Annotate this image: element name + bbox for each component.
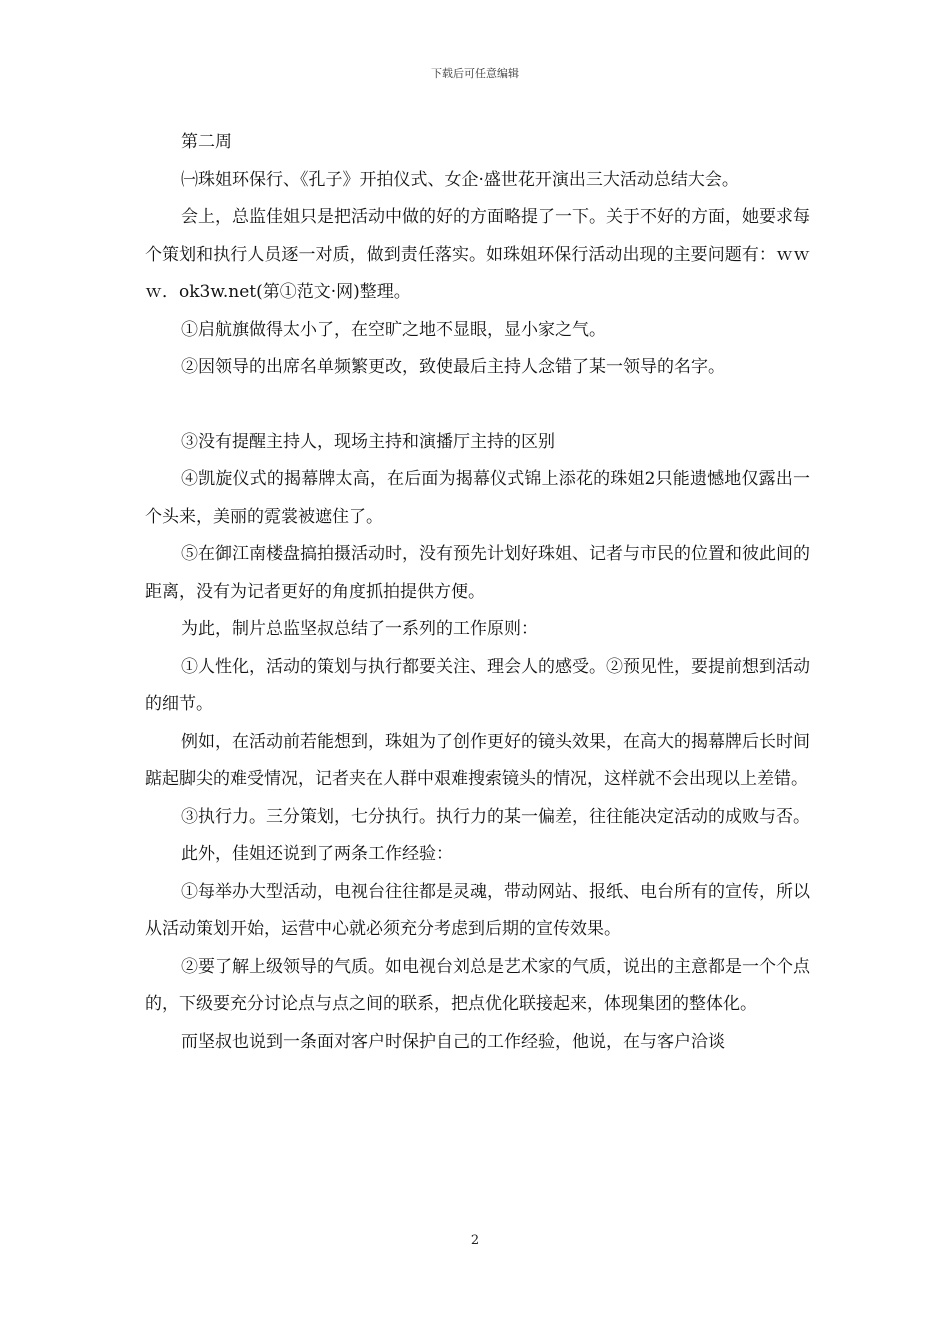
paragraph: ㈠珠姐环保行、《孔子》开拍仪式、女企·盛世花开演出三大活动总结大会。 <box>181 169 739 190</box>
page-number: 2 <box>470 1233 480 1248</box>
blank-line <box>145 387 810 424</box>
list-item: ①启航旗做得太小了，在空旷之地不显眼，显小家之气。 <box>181 319 606 340</box>
list-item: ①每举办大型活动，电视台往往都是灵魂，带动网站、报纸、电台所有的宣传，所以从活动策划开始，运营中心就必须充分考虑到后期的宣传效果。 <box>145 881 810 939</box>
section-heading: 第二周 <box>181 132 232 152</box>
paragraph: 而坚叔也说到一条面对客户时保护自己的工作经验，他说，在与客户洽谈 <box>181 1031 725 1052</box>
paragraph: 为此，制片总监坚叔总结了一系列的工作原则： <box>181 619 538 639</box>
page-header: 下载后可任意编辑 <box>431 67 519 80</box>
document-body <box>145 124 810 1061</box>
list-item: ④凯旋仪式的揭幕牌太高，在后面为揭幕仪式锦上添花的珠姐2只能遗憾地仅露出一个头来，美丽的霓裳被遮住了。 <box>145 469 810 527</box>
list-item: ⑤在御江南楼盘搞拍摄活动时，没有预先计划好珠姐、记者与市民的位置和彼此间的距离，没有为记者更好的角度抓拍提供方便。 <box>145 544 810 602</box>
paragraph: 例如，在活动前若能想到，珠姐为了创作更好的镜头效果，在高大的揭幕牌后长时间踮起脚尖的难受情况，记者夹在人群中艰难搜索镜头的情况，这样就不会出现以上差错。 <box>145 731 810 789</box>
list-item: ③执行力。三分策划，七分执行。执行力的某一偏差，往往能决定活动的成败与否。 <box>181 806 810 827</box>
list-item: ③没有提醒主持人，现场主持和演播厅主持的区别 <box>181 431 555 452</box>
list-item: ②要了解上级领导的气质。如电视台刘总是艺术家的气质，说出的主意都是一个个点的，下级要充分讨论点与点之间的联系，把点优化联接起来，体现集团的整体化。 <box>145 956 810 1014</box>
list-item: ②因领导的出席名单频繁更改，致使最后主持人念错了某一领导的名字。 <box>181 357 725 377</box>
paragraph: 此外，佳姐还说到了两条工作经验： <box>181 844 453 864</box>
paragraph: 会上，总监佳姐只是把活动中做的好的方面略提了一下。关于不好的方面，她要求每个策划和执行人员逐一对质，做到责任落实。如珠姐环保行活动出现的主要问题有：ｗｗｗ．ok3w.net(第①范文·网)整理。 <box>145 207 810 302</box>
list-item: ①人性化，活动的策划与执行都要关注、理会人的感受。②预见性，要提前想到活动的细节。 <box>145 656 810 714</box>
